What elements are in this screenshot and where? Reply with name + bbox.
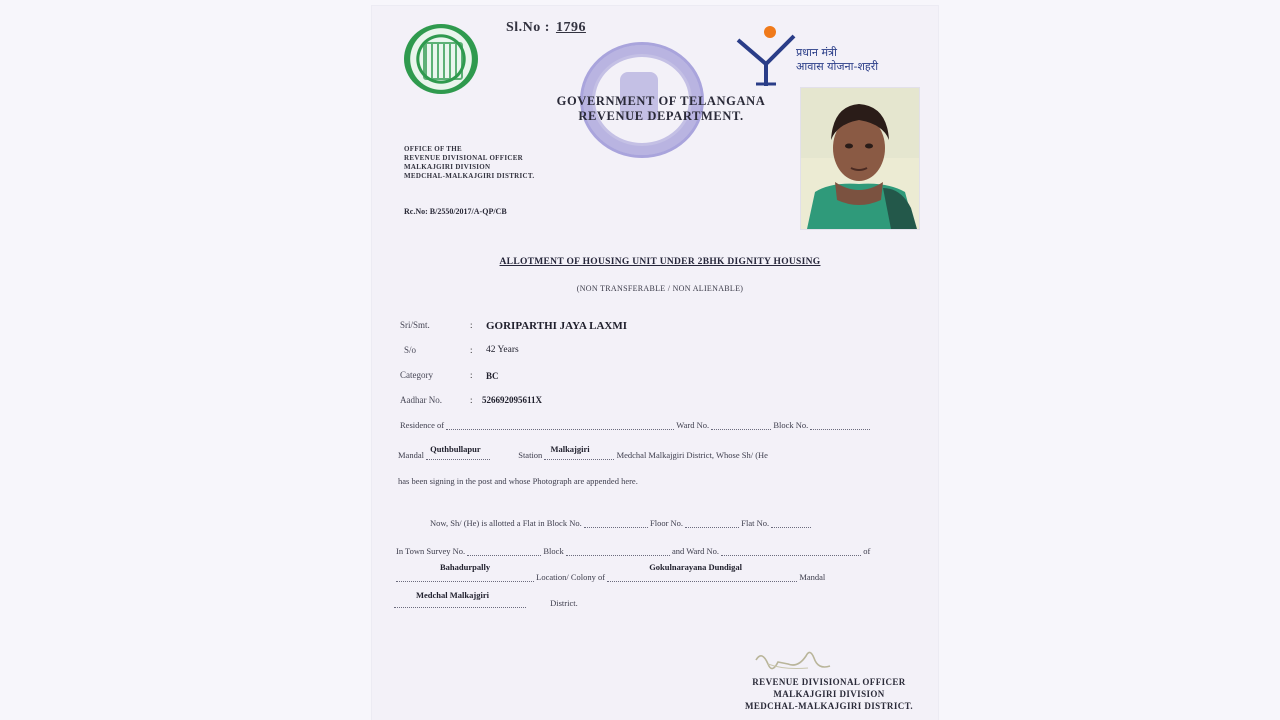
- beneficiary-aadhar: 526692095611X: [482, 395, 543, 405]
- office-line: MEDCHAL-MALKAJGIRI DISTRICT.: [404, 172, 535, 180]
- blank-line: [584, 518, 648, 528]
- field-label-age: S/o: [404, 345, 417, 355]
- colon: :: [470, 395, 473, 405]
- allotment-text: Now, Sh/ (He) is allotted a Flat in Block No.: [430, 518, 582, 528]
- serial-label: Sl.No :: [506, 20, 550, 35]
- allotment-mandal-label: Mandal: [799, 572, 826, 582]
- field-label-name: Sri/Smt.: [400, 320, 430, 330]
- serial-value: 1796: [555, 20, 586, 35]
- ward-label: Ward No.: [676, 420, 710, 430]
- beneficiary-age: 42 Years: [486, 345, 519, 355]
- colony-blank: [607, 562, 797, 582]
- survey-line: [396, 546, 870, 556]
- colon: :: [470, 320, 473, 330]
- block-label: Block No.: [773, 420, 809, 430]
- blank-line: [467, 546, 541, 556]
- gov-name: GOVERNMENT OF TELANGANA: [556, 94, 766, 108]
- blank-line: [566, 546, 670, 556]
- signatory-title: REVENUE DIVISIONAL OFFICER: [752, 677, 906, 687]
- of-label: of: [863, 546, 871, 556]
- station-value: Malkajgiri: [550, 444, 590, 454]
- pmay-logo-text: [796, 46, 878, 74]
- serial-number: [506, 20, 586, 36]
- beneficiary-category: BC: [486, 371, 499, 381]
- colon: :: [470, 345, 473, 355]
- district-text: Medchal Malkajgiri District, Whose Sh/ (He: [616, 450, 768, 460]
- applicant-photo: [800, 87, 920, 230]
- document-subtitle: (NON TRANSFERABLE / NON ALIENABLE): [576, 284, 744, 293]
- district-line: [394, 590, 578, 608]
- survey-block-label: Block: [543, 546, 564, 556]
- survey-label: In Town Survey No.: [396, 546, 466, 556]
- blank-line: [810, 420, 870, 430]
- blank-line: [685, 518, 739, 528]
- photo-statement: has been signing in the post and whose Photograph are appended here.: [398, 476, 638, 486]
- allotment-line: [430, 518, 811, 528]
- district-label: District.: [550, 598, 578, 608]
- blank-line: [446, 420, 674, 430]
- signatory-division: MALKAJGIRI DIVISION: [773, 689, 885, 699]
- colony-value: Gokulnarayana Dundigal: [649, 562, 743, 572]
- location-line: [396, 562, 826, 582]
- village-blank: [396, 562, 534, 582]
- mandal-value: Quthbullapur: [430, 444, 481, 454]
- office-line: REVENUE DIVISIONAL OFFICER: [404, 154, 524, 162]
- signatory-district: MEDCHAL-MALKAJGIRI DISTRICT.: [744, 701, 914, 711]
- officer-signature: [748, 640, 838, 680]
- residence-line: [400, 420, 870, 430]
- survey-ward-label: and Ward No.: [671, 546, 720, 556]
- village-value: Bahadurpally: [440, 562, 491, 572]
- station-label: Station: [518, 450, 543, 460]
- logo-text-line2: आवास योजना-शहरी: [796, 60, 879, 73]
- reference-number: Rc.No: B/2550/2017/A-QP/CB: [404, 207, 507, 216]
- blank-line: [711, 420, 771, 430]
- station-blank: [544, 444, 614, 460]
- signatory-block: [722, 676, 936, 712]
- district-blank: [394, 590, 526, 608]
- issuing-office: [404, 145, 534, 181]
- government-heading: [520, 94, 802, 124]
- floor-label: Floor No.: [649, 518, 684, 528]
- mandal-line: [398, 444, 768, 460]
- document-title: ALLOTMENT OF HOUSING UNIT UNDER 2BHK DIGNITY HOUSING: [499, 257, 821, 267]
- emblem-gateway-icon: [423, 42, 463, 80]
- blank-line: [721, 546, 861, 556]
- district-value: Medchal Malkajgiri: [416, 590, 489, 600]
- blank-line: [771, 518, 811, 528]
- flat-label: Flat No.: [741, 518, 770, 528]
- department-name: REVENUE DEPARTMENT.: [578, 109, 744, 123]
- mandal-label: Mandal: [398, 450, 424, 460]
- residence-label: Residence of: [400, 420, 445, 430]
- field-label-aadhar: Aadhar No.: [400, 395, 442, 405]
- field-label-category: Category: [400, 370, 433, 380]
- colon: :: [470, 370, 473, 380]
- logo-text-line1: प्रधान मंत्री: [796, 46, 837, 59]
- mandal-blank: [426, 444, 490, 460]
- beneficiary-name: GORIPARTHI JAYA LAXMI: [486, 320, 628, 332]
- colony-label: Location/ Colony of: [536, 572, 606, 582]
- office-line: OFFICE OF THE: [404, 145, 462, 153]
- office-line: MALKAJGIRI DIVISION: [404, 163, 491, 171]
